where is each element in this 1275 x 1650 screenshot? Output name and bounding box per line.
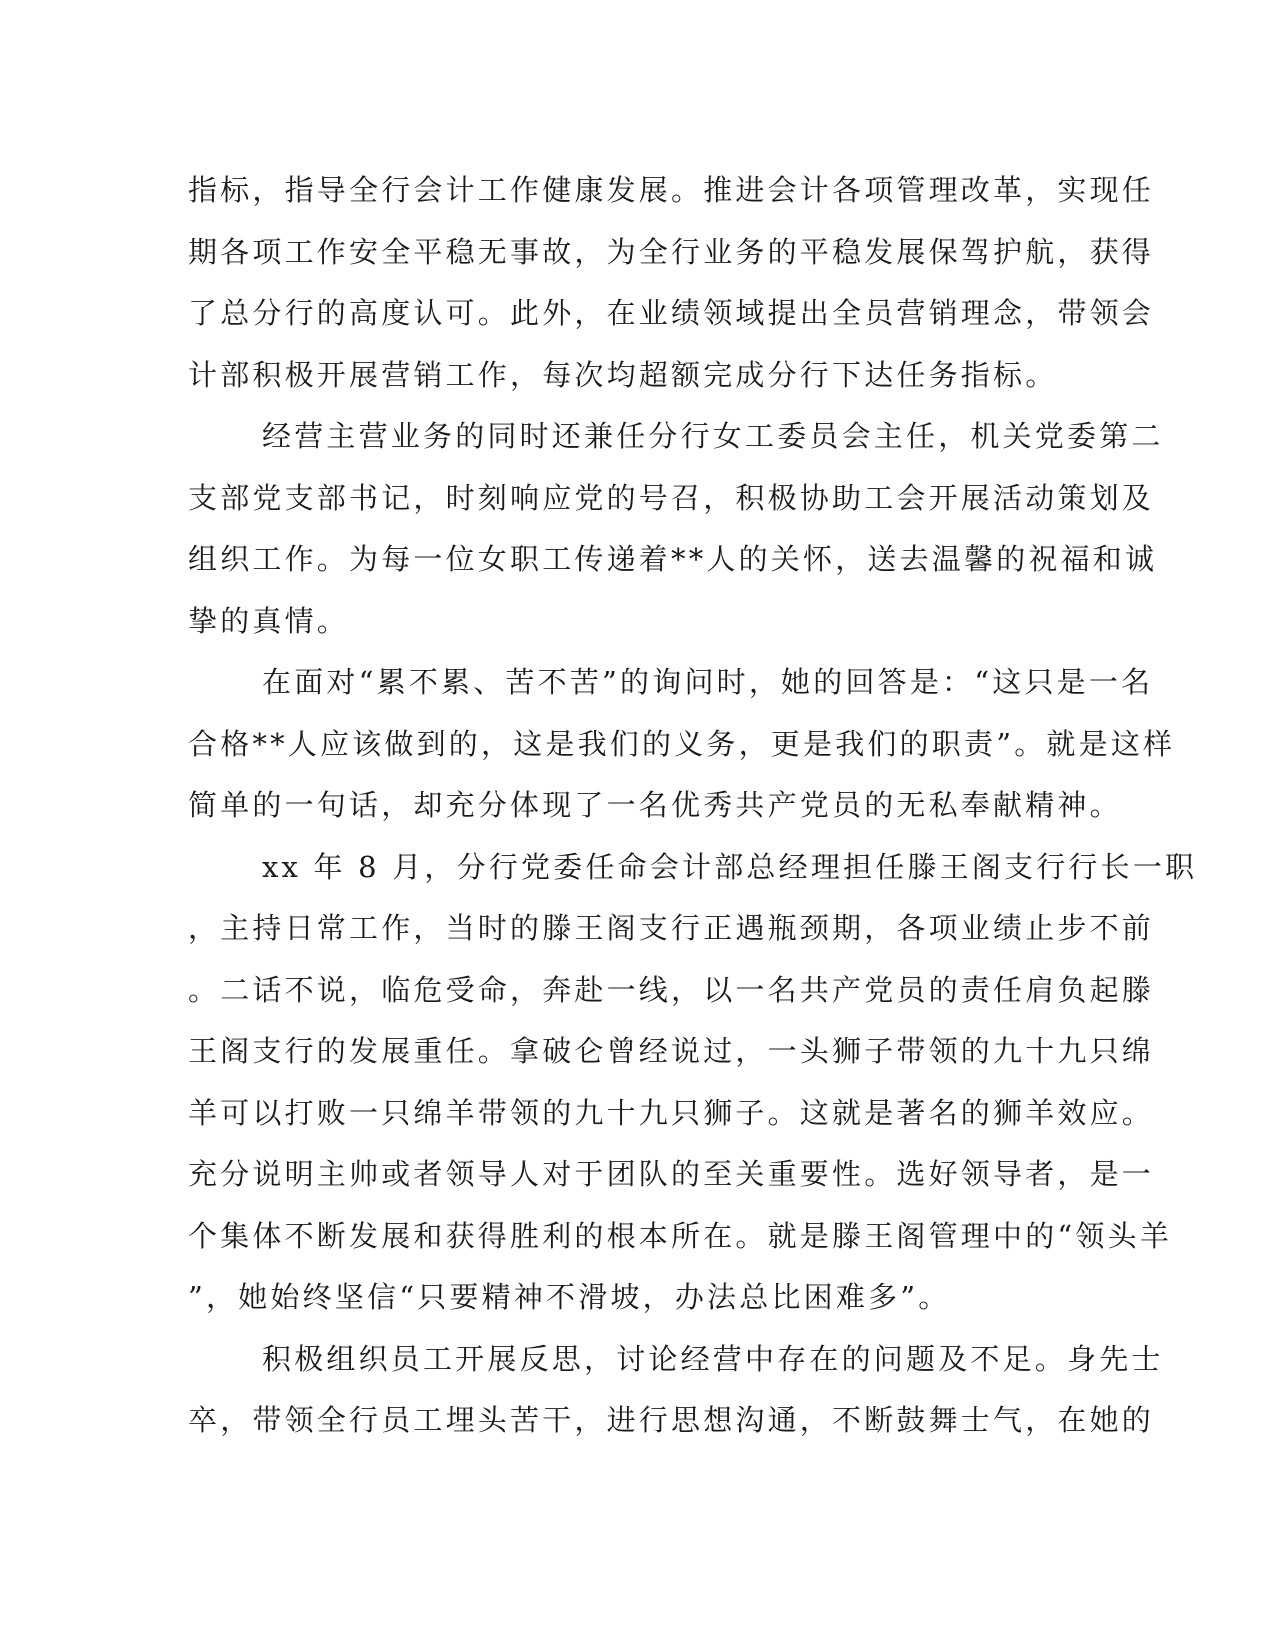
text-line: xx 年 8 月，分行党委任命会计部总经理担任滕王阁支行行长一职 xyxy=(262,849,1198,884)
text-line: 在面对“累不累、苦不苦”的询问时，她的回答是：“这只是一名 xyxy=(262,665,1154,699)
text-line: 支部党支部书记，时刻响应党的号召，积极协助工会开展活动策划及 xyxy=(188,480,1155,515)
text-line: 王阁支行的发展重任。拿破仑曾经说过，一头狮子带领的九十九只绵 xyxy=(188,1034,1155,1068)
text-line: 充分说明主帅或者领导人对于团队的至关重要性。选好领导者，是一 xyxy=(188,1157,1155,1191)
document-body xyxy=(188,160,1198,1452)
text-line: 了总分行的高度认可。此外，在业绩领域提出全员营销理念，带领会 xyxy=(188,296,1155,330)
paragraph-1 xyxy=(188,160,1155,406)
text-line: 指标，指导全行会计工作健康发展。推进会计各项管理改革，实现任 xyxy=(188,173,1155,207)
text-line: 卒，带领全行员工埋头苦干，进行思想沟通，不断鼓舞士气，在她的 xyxy=(188,1403,1155,1437)
text-line: 羊可以打败一只绵羊带领的九十九只狮子。这就是著名的狮羊效应。 xyxy=(188,1095,1155,1130)
paragraph-5 xyxy=(188,1329,1164,1452)
paragraph-2 xyxy=(188,406,1164,652)
text-line: 期各项工作安全平稳无事故，为全行业务的平稳发展保驾护航，获得 xyxy=(188,234,1155,269)
text-line: ”，她始终坚信“只要精神不滑坡，办法总比困难多”。 xyxy=(188,1280,951,1314)
text-line: 简单的一句话，却充分体现了一名优秀共产党员的无私奉献精神。 xyxy=(188,788,1122,822)
text-line: 积极组织员工开展反思，讨论经营中存在的问题及不足。身先士 xyxy=(262,1341,1164,1376)
text-line: 。二话不说，临危受命，奔赴一线，以一名共产党员的责任肩负起滕 xyxy=(188,972,1155,1007)
text-line: 合格**人应该做到的，这是我们的义务，更是我们的职责”。就是这样 xyxy=(188,726,1176,761)
text-line: 挚的真情。 xyxy=(188,603,350,638)
text-line: 经营主营业务的同时还兼任分行女工委员会主任，机关党委第二 xyxy=(262,419,1164,453)
text-line: 组织工作。为每一位女职工传递着**人的关怀，送去温馨的祝福和诚 xyxy=(188,542,1158,576)
text-line: 计部积极开展营销工作，每次均超额完成分行下达任务指标。 xyxy=(188,357,1058,392)
text-line: 个集体不断发展和获得胜利的根本所在。就是滕王阁管理中的“领头羊 xyxy=(188,1218,1173,1253)
paragraph-4 xyxy=(188,837,1198,1329)
text-line: ，主持日常工作，当时的滕王阁支行正遇瓶颈期，各项业绩止步不前 xyxy=(188,911,1155,945)
paragraph-3 xyxy=(188,652,1176,837)
